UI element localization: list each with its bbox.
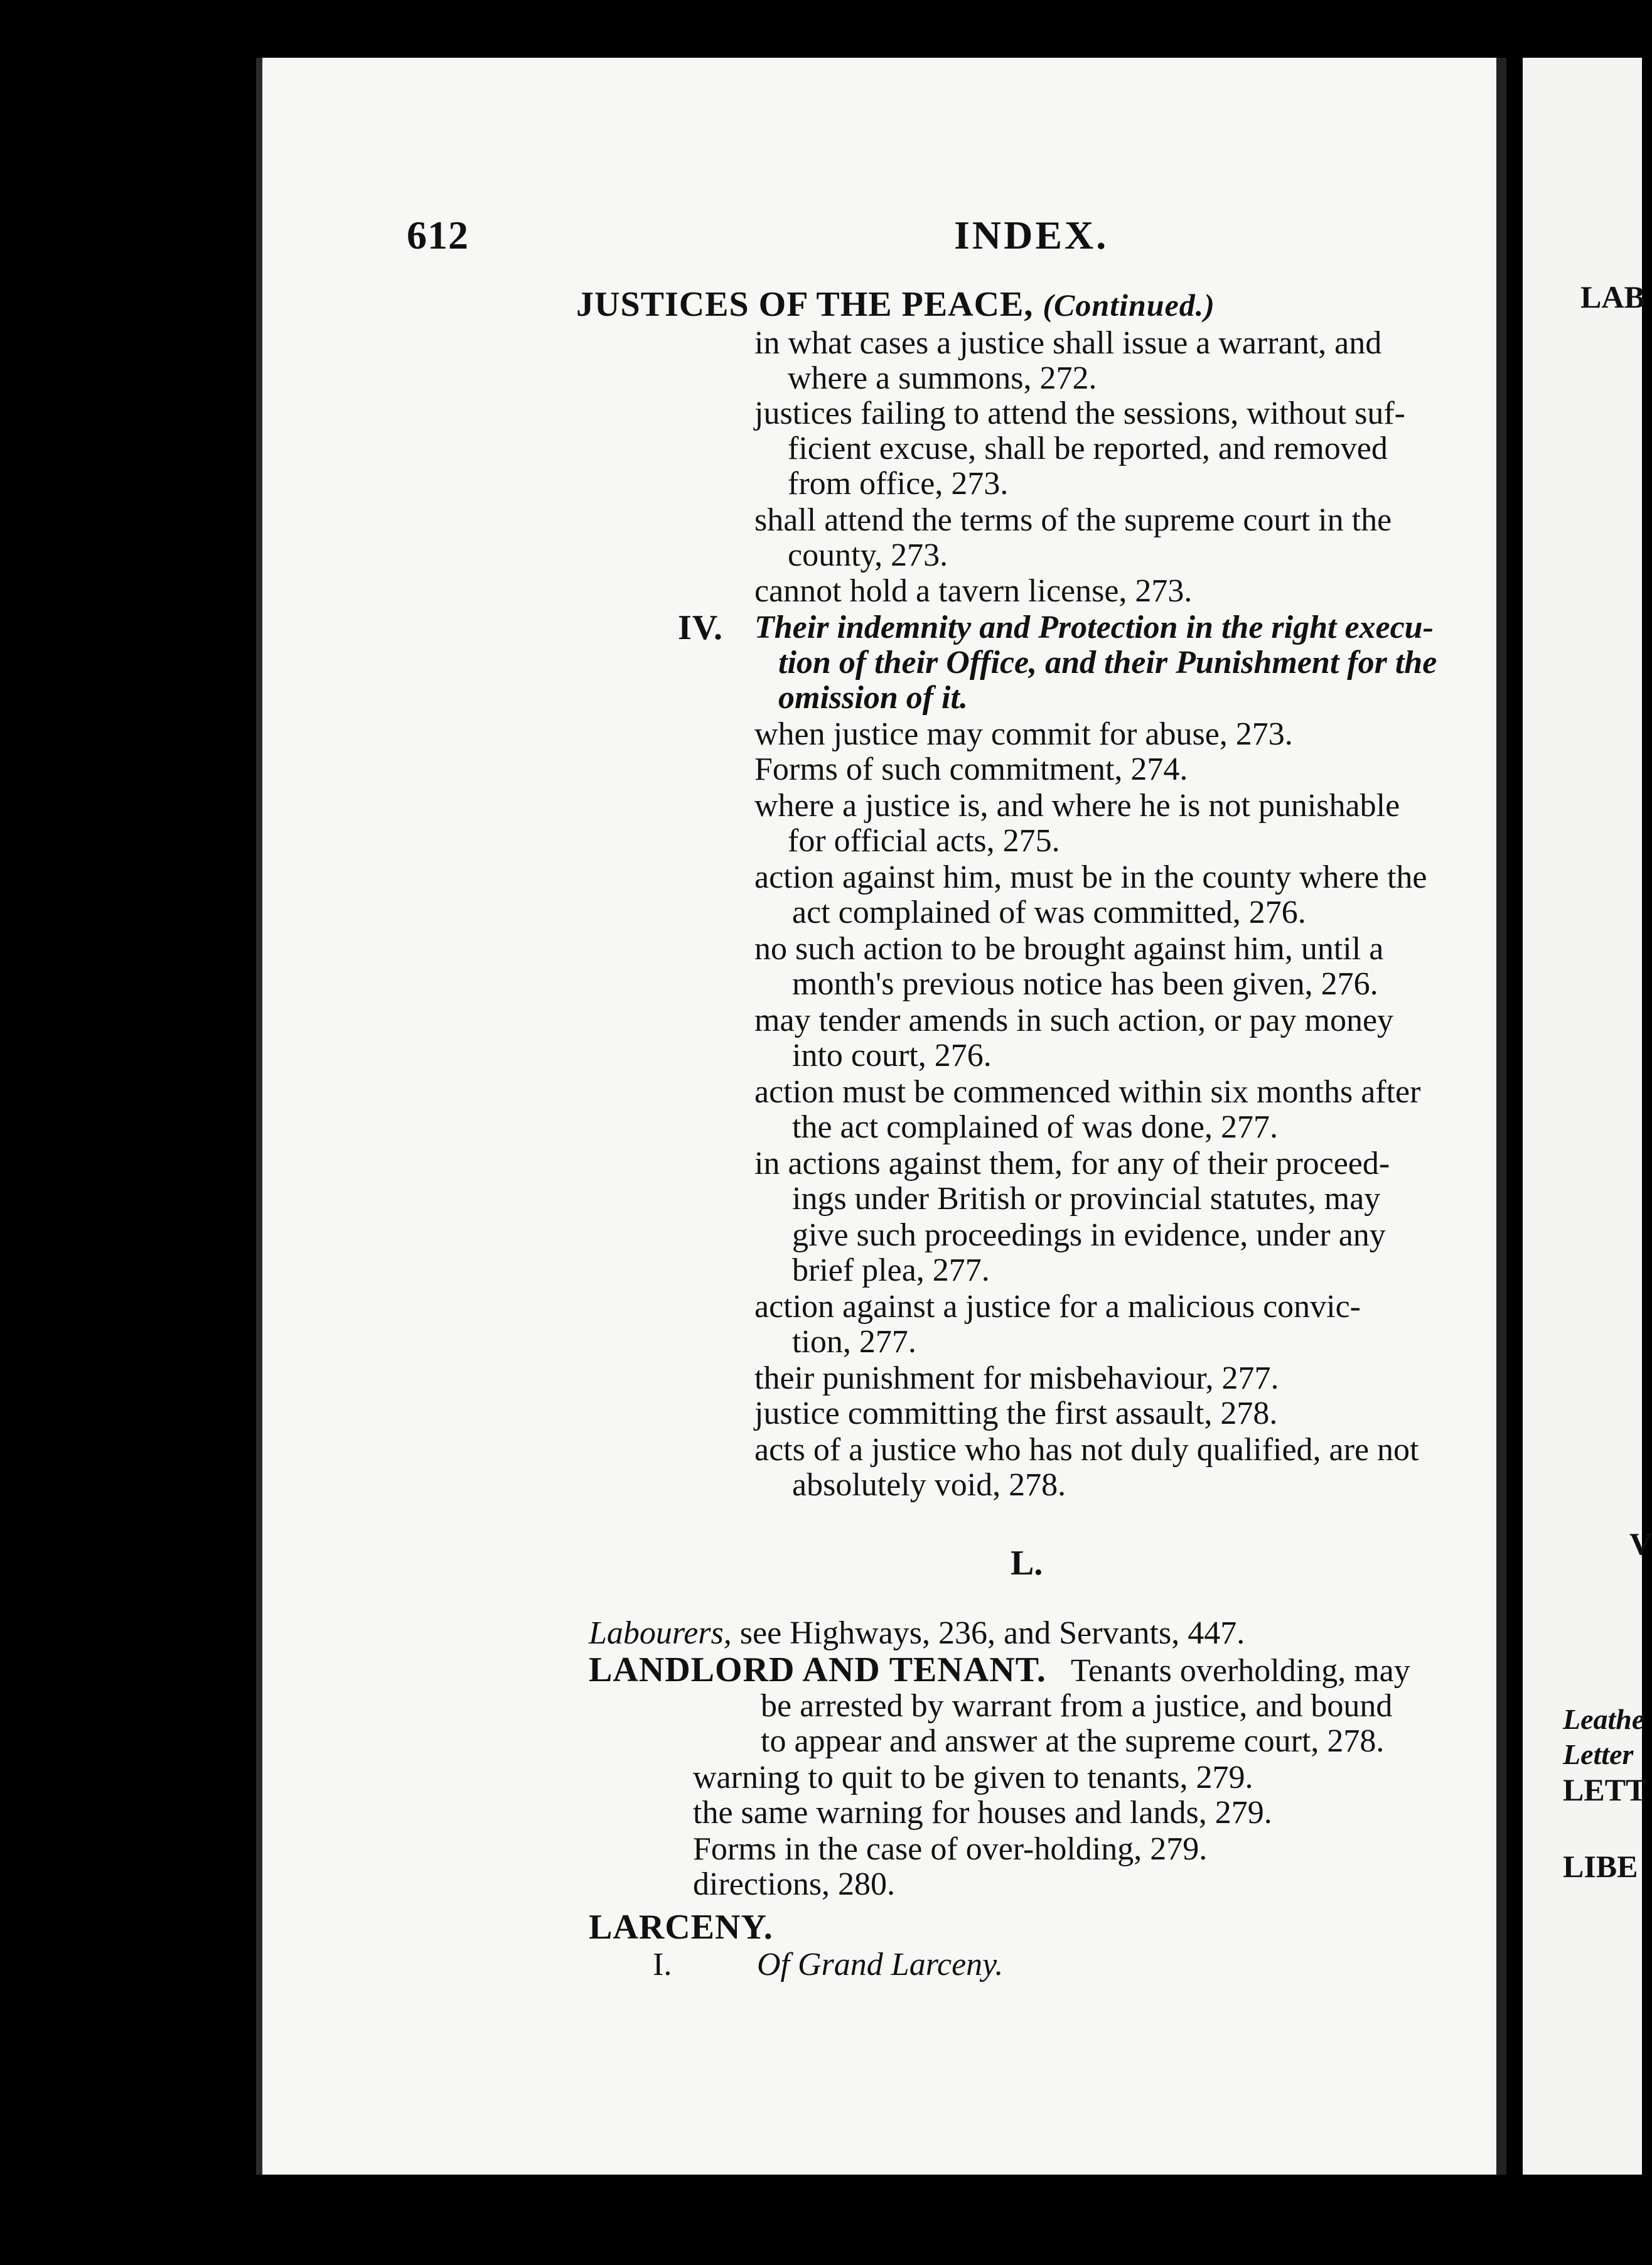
index-line: justices failing to attend the sessions, without suf- [754, 395, 1405, 431]
facing-page-fragment: Leathe [1563, 1703, 1645, 1735]
index-line: ings under British or provincial statutes, may [792, 1181, 1381, 1217]
index-line: justice committing the first assault, 278. [754, 1396, 1278, 1431]
index-line: act complained of was committed, 276. [792, 895, 1306, 930]
index-line: ficient excuse, shall be reported, and removed [788, 431, 1388, 466]
section-letter: L. [1011, 1544, 1043, 1583]
index-line: in what cases a justice shall issue a warrant, and [754, 325, 1382, 361]
index-line: Forms of such commitment, 274. [754, 751, 1188, 787]
entry-text: Tenants overholding, may [1070, 1653, 1410, 1689]
index-line: where a summons, 272. [788, 360, 1097, 396]
index-line: county, 273. [788, 537, 948, 573]
subsection-number: I. [653, 1947, 672, 1983]
index-line: brief plea, 277. [792, 1252, 990, 1288]
index-line: month's previous notice has been given, 276. [792, 966, 1378, 1002]
section-number: IV. [678, 608, 724, 647]
index-line: warning to quit to be given to tenants, 279. [693, 1760, 1253, 1795]
index-line: to appear and answer at the supreme court, 278. [761, 1723, 1385, 1759]
facing-page-fragment: LIBE [1563, 1849, 1638, 1884]
entry-text: see Highways, 236, and Servants, 447. [739, 1615, 1245, 1651]
index-line: for official acts, 275. [788, 823, 1060, 859]
index-line: give such proceedings in evidence, under any [792, 1217, 1386, 1253]
entry-heading: LARCENY. [589, 1908, 773, 1947]
index-line: the act complained of was done, 277. [792, 1109, 1278, 1145]
heading-text: JUSTICES OF THE PEACE, [576, 285, 1034, 324]
index-line: when justice may commit for abuse, 273. [754, 716, 1293, 752]
entry-term: Labourers, [589, 1615, 732, 1651]
section-title: omission of it. [778, 680, 968, 716]
facing-page-fragment: LETT [1563, 1772, 1647, 1807]
entry-heading [576, 286, 1215, 324]
section-title: tion of their Office, and their Punishment for the [778, 645, 1437, 681]
entry-heading: LANDLORD AND TENANT. [589, 1650, 1046, 1689]
index-line: in actions against them, for any of their proceed- [754, 1146, 1390, 1181]
index-line: from office, 273. [788, 466, 1009, 502]
index-line: be arrested by warrant from a justice, and bound [761, 1688, 1393, 1724]
index-line: cannot hold a tavern license, 273. [754, 573, 1193, 609]
facing-page-fragment: V [1629, 1526, 1652, 1561]
index-line: where a justice is, and where he is not punishable [754, 788, 1400, 824]
index-line: acts of a justice who has not duly qualified, are not [754, 1432, 1419, 1468]
index-line: shall attend the terms of the supreme court in the [754, 502, 1392, 538]
facing-page-fragment: LAB [1580, 279, 1645, 315]
index-line: may tender amends in such action, or pay money [754, 1003, 1394, 1038]
index-line: action must be commenced within six months after [754, 1074, 1421, 1110]
running-head: INDEX. [954, 213, 1109, 257]
index-line: no such action to be brought against him, until a [754, 931, 1384, 967]
index-line: tion, 277. [792, 1324, 916, 1360]
subsection-title: Of Grand Larceny. [757, 1947, 1004, 1983]
index-entry-labourers [589, 1615, 1245, 1652]
index-line: absolutely void, 278. [792, 1467, 1066, 1503]
index-entry-landlord [589, 1651, 1410, 1690]
index-line: directions, 280. [693, 1866, 896, 1902]
index-line: into court, 276. [792, 1038, 992, 1073]
facing-page-edge [1523, 58, 1652, 2175]
index-line: action against a justice for a malicious convic- [754, 1289, 1361, 1325]
index-line: their punishment for misbehaviour, 277. [754, 1360, 1279, 1396]
index-line: Forms in the case of over-holding, 279. [693, 1831, 1208, 1867]
facing-page-fragment: Letter [1563, 1738, 1634, 1770]
index-line: action against him, must be in the county where the [754, 859, 1427, 895]
index-line: the same warning for houses and lands, 279. [693, 1795, 1272, 1831]
section-title: Their indemnity and Protection in the right execu- [754, 610, 1434, 645]
page-number: 612 [407, 213, 469, 257]
continued-label: (Continued.) [1043, 288, 1215, 323]
